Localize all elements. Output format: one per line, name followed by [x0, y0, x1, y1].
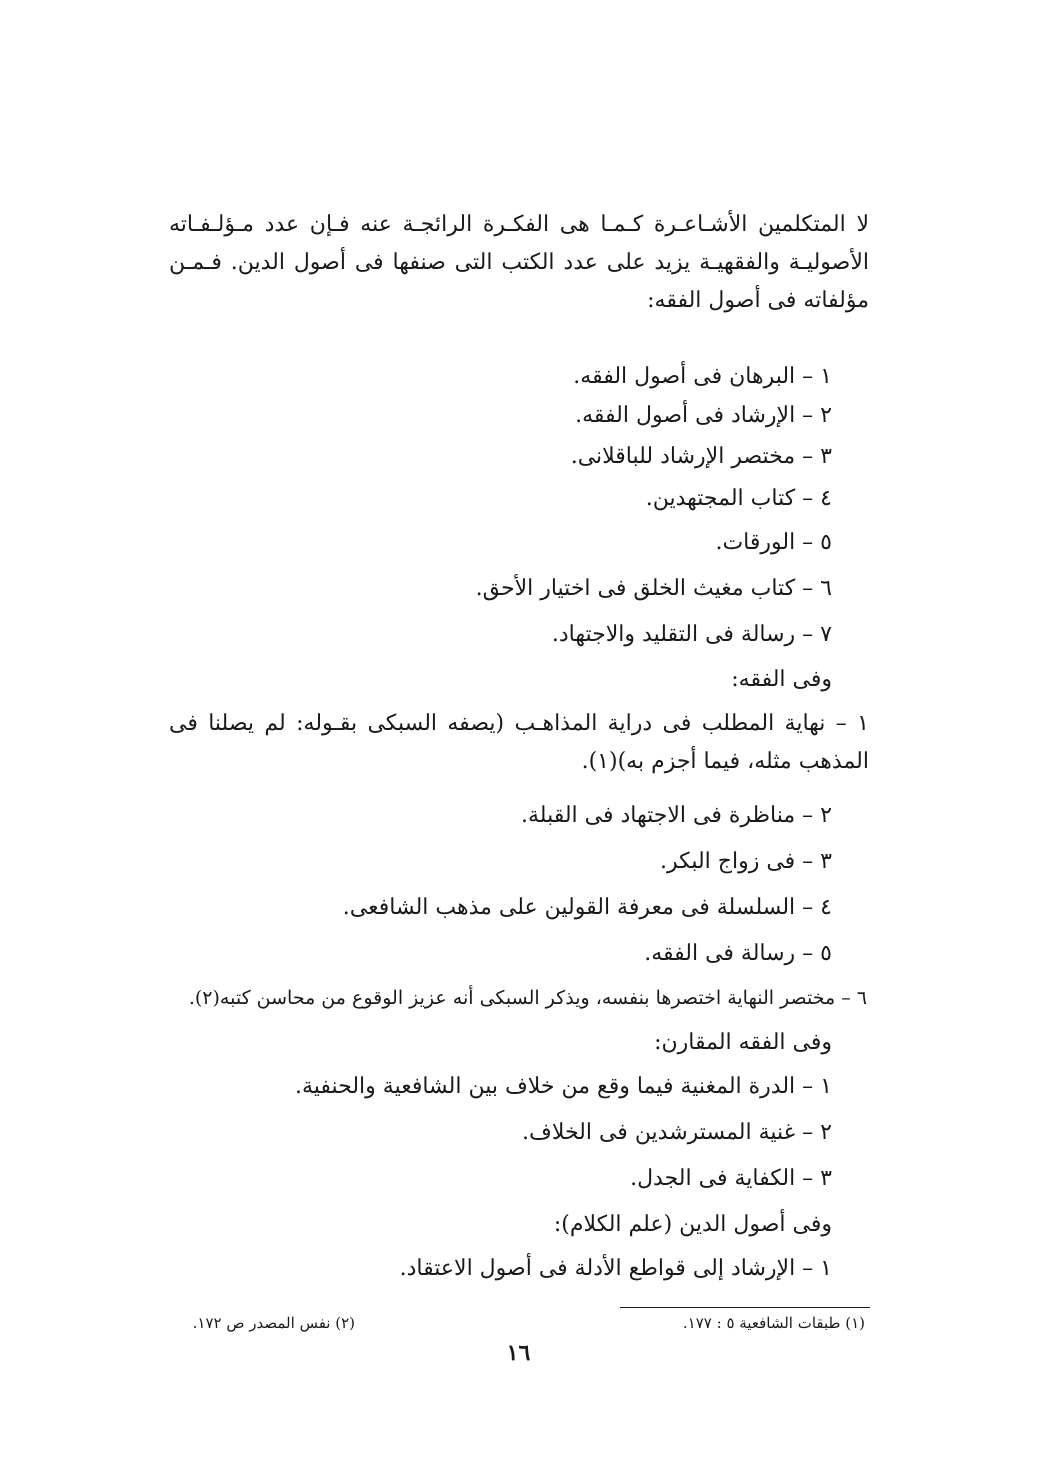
list-item: ٢ – غنية المسترشدين فى الخلاف. [522, 1120, 832, 1145]
list-item: ٤ – كتاب المجتهدين. [645, 486, 832, 511]
list-item: ٣ – مختصر الإرشاد للباقلانى. [570, 444, 832, 469]
footnote: (٢) نفس المصدر ص ١٧٢. [192, 1314, 355, 1332]
list-item: ١ – البرهان فى أصول الفقه. [573, 364, 832, 389]
list-item: ٧ – رسالة فى التقليد والاجتهاد. [551, 622, 832, 647]
list-item: ٥ – الورقات. [715, 530, 832, 555]
list-item: ٦ – مختصر النهاية اختصرها بنفسه، ويذكر السبكى أنه عزيز الوقوع من محاسن كتبه(٢). [188, 987, 867, 1009]
list-item: ٢ – مناظرة فى الاجتهاد فى القبلة. [521, 803, 832, 828]
section-heading-comparative-fiqh: وفى الفقه المقارن: [654, 1030, 832, 1055]
list-item: ٢ – الإرشاد فى أصول الفقه. [575, 403, 832, 428]
list-item: ٥ – رسالة فى الفقه. [644, 941, 832, 966]
list-item: ٦ – كتاب مغيث الخلق فى اختيار الأحق. [475, 576, 832, 601]
section-heading-usul-din: وفى أصول الدين (علم الكلام): [553, 1212, 832, 1237]
intro-paragraph: لا المتكلمين الأشـاعـرة كـمـا هى الفكـرة الرائجـة عنه فـإن عدد مـؤلـفـاته الأصوليـة والفقهيـة يزيد على عدد الكتب التى صنفها فى أصول الدين. فـمـن مؤلفاته فى أصول الفقه: [169, 212, 869, 313]
list-item: ٣ – فى زواج البكر. [660, 849, 832, 874]
page-number: ١٦ [506, 1340, 531, 1366]
list-item: ١ – نهاية المطلب فى دراية المذاهـب (يصفه السبكى بقـوله: لم يصلنا فى المذهب مثله، فيما أجزم به)(١). [169, 711, 869, 774]
list-item: ١ – الإرشاد إلى قواطع الأدلة فى أصول الاعتقاد. [399, 1256, 832, 1281]
footnote-divider [620, 1307, 870, 1308]
list-item: ١ – الدرة المغنية فيما وقع من خلاف بين الشافعية والحنفية. [294, 1074, 832, 1099]
list-item: ٤ – السلسلة فى معرفة القولين على مذهب الشافعى. [342, 895, 832, 920]
list-item: ٣ – الكفاية فى الجدل. [630, 1166, 832, 1191]
footnote: (١) طبقات الشافعية ٥ : ١٧٧. [682, 1314, 865, 1332]
section-heading-fiqh: وفى الفقه: [731, 667, 832, 692]
